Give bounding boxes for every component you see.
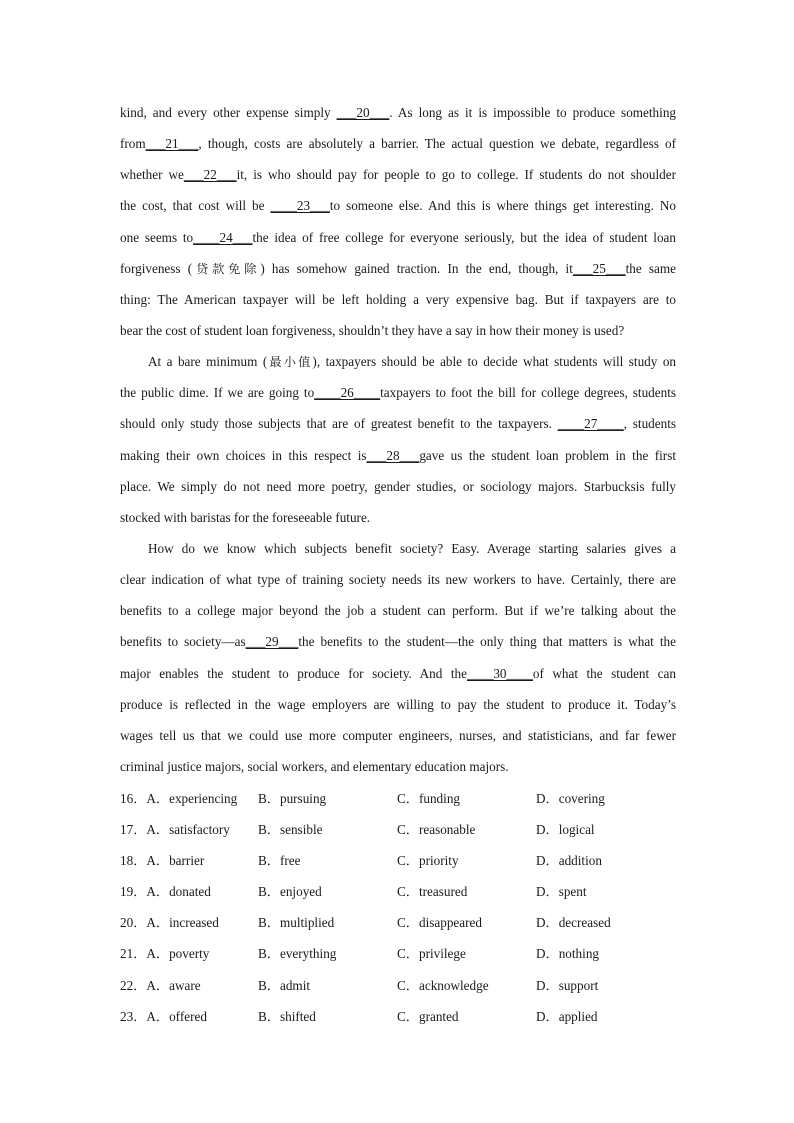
passage-line: clear indication of what type of training society needs its new workers to have. Certainly, there are	[120, 572, 676, 588]
blank-23: ____23___	[270, 198, 330, 214]
paragraph-3	[120, 533, 676, 782]
option-b: B．free	[258, 853, 301, 869]
blank-25: ___25___	[572, 260, 626, 276]
passage-line: whether we___22___it, is who should pay for people to go to college. If students do not shoulder	[120, 167, 676, 183]
passage-line: bear the cost of student loan forgiveness, shouldn’t they have a say in how their money is used?	[120, 322, 625, 338]
option-b: B．shifted	[258, 1008, 316, 1024]
option-c: C．priority	[397, 853, 459, 869]
blank-30: ____30____	[466, 665, 533, 681]
option-b: B．enjoyed	[258, 884, 322, 900]
passage-line: the cost, that cost will be ____23___to someone else. And this is where things get interesting. No	[120, 198, 676, 214]
passage-line: place. We simply do not need more poetry, gender studies, or sociology majors. Starbucksis fully	[120, 478, 676, 494]
option-d: D．applied	[536, 1008, 598, 1024]
paragraph-2	[120, 346, 676, 533]
option-c: C．reasonable	[397, 822, 476, 838]
passage-line: one seems to____24___the idea of free college for everyone seriously, but the idea of student loan	[120, 229, 676, 245]
passage-line: wages tell us that we could use more computer engineers, nurses, and statisticians, and far fewer	[120, 727, 676, 743]
option-b: B．multiplied	[258, 915, 335, 931]
option-d: D．covering	[536, 791, 605, 806]
question-19-options	[120, 876, 680, 907]
option-d: D．nothing	[536, 946, 600, 962]
option-a: 19．A．donated	[120, 884, 211, 900]
option-a: 23．A．offered	[120, 1008, 207, 1024]
blank-27: ____27____	[557, 416, 624, 432]
chinese-gloss: 贷款免除	[192, 261, 261, 276]
option-b: B．admit	[258, 977, 311, 993]
passage-line: from___21___, though, costs are absolutely a barrier. The actual question we debate, regardless of	[120, 136, 676, 152]
option-d: D．decreased	[536, 915, 611, 931]
option-d: D．addition	[536, 853, 602, 869]
option-c: C．funding	[397, 791, 461, 806]
passage-line: benefits to society—as___29___the benefits to the student—the only thing that matters is what the	[120, 634, 676, 650]
passage-line: major enables the student to produce for society. And the____30____of what the student can	[120, 665, 676, 681]
passage-line: At a bare minimum (最小值), taxpayers should be able to decide what students will study on	[148, 354, 676, 370]
passage-line: the public dime. If we are going to____26____taxpayers to foot the bill for college degrees, students	[120, 385, 676, 401]
reading-passage	[120, 97, 676, 782]
question-18-options	[120, 845, 680, 876]
passage-line: should only study those subjects that are of greatest benefit to the taxpayers. ____27____, students	[120, 416, 676, 432]
question-16-options	[120, 783, 680, 814]
option-a: 16．A．experiencing	[120, 791, 238, 806]
option-a: 21．A．poverty	[120, 946, 210, 962]
blank-21: ___21___	[145, 136, 199, 152]
passage-line: thing: The American taxpayer will be left holding a very expensive bag. But if taxpayers are to	[120, 291, 676, 307]
option-a: 20．A．increased	[120, 915, 219, 931]
blank-29: ___29___	[245, 634, 299, 650]
passage-line: benefits to a college major beyond the job a student can perform. But if we’re talking about the	[120, 603, 676, 619]
option-b: B．pursuing	[258, 791, 327, 806]
question-22-options	[120, 970, 680, 1001]
passage-line: How do we know which subjects benefit society? Easy. Average starting salaries gives a	[148, 540, 676, 556]
question-21-options	[120, 938, 680, 969]
option-d: D．support	[536, 977, 599, 993]
blank-20: ___20___	[336, 105, 390, 120]
passage-line: kind, and every other expense simply ___20___. As long as it is impossible to produce something	[120, 105, 676, 120]
option-d: D．logical	[536, 822, 595, 838]
option-b: B．sensible	[258, 822, 323, 838]
option-a: 22．A．aware	[120, 977, 201, 993]
option-a: 18．A．barrier	[120, 853, 205, 869]
answer-options	[120, 783, 680, 1032]
paragraph-1	[120, 97, 676, 346]
option-a: 17．A．satisfactory	[120, 822, 230, 838]
option-c: C．treasured	[397, 884, 468, 900]
passage-line: criminal justice majors, social workers, and elementary education majors.	[120, 758, 509, 774]
question-20-options	[120, 907, 680, 938]
option-c: C．disappeared	[397, 915, 482, 931]
option-c: C．granted	[397, 1008, 459, 1024]
option-c: C．acknowledge	[397, 977, 489, 993]
passage-line: making their own choices in this respect is___28___gave us the student loan problem in the first	[120, 447, 676, 463]
blank-26: ____26____	[314, 385, 381, 401]
question-17-options	[120, 814, 680, 845]
passage-line: stocked with baristas for the foreseeable future.	[120, 509, 371, 525]
blank-24: ____24___	[193, 229, 253, 245]
blank-22: ___22___	[183, 167, 237, 183]
option-d: D．spent	[536, 884, 587, 900]
passage-line: forgiveness (贷款免除) has somehow gained traction. In the end, though, it___25___the same	[120, 260, 676, 276]
passage-line: produce is reflected in the wage employers are willing to pay the student to produce it. Today’s	[120, 696, 676, 712]
option-b: B．everything	[258, 946, 337, 962]
question-23-options	[120, 1001, 680, 1032]
blank-28: ___28___	[366, 447, 420, 463]
option-c: C．privilege	[397, 946, 466, 962]
chinese-gloss: 最小值	[267, 355, 313, 370]
